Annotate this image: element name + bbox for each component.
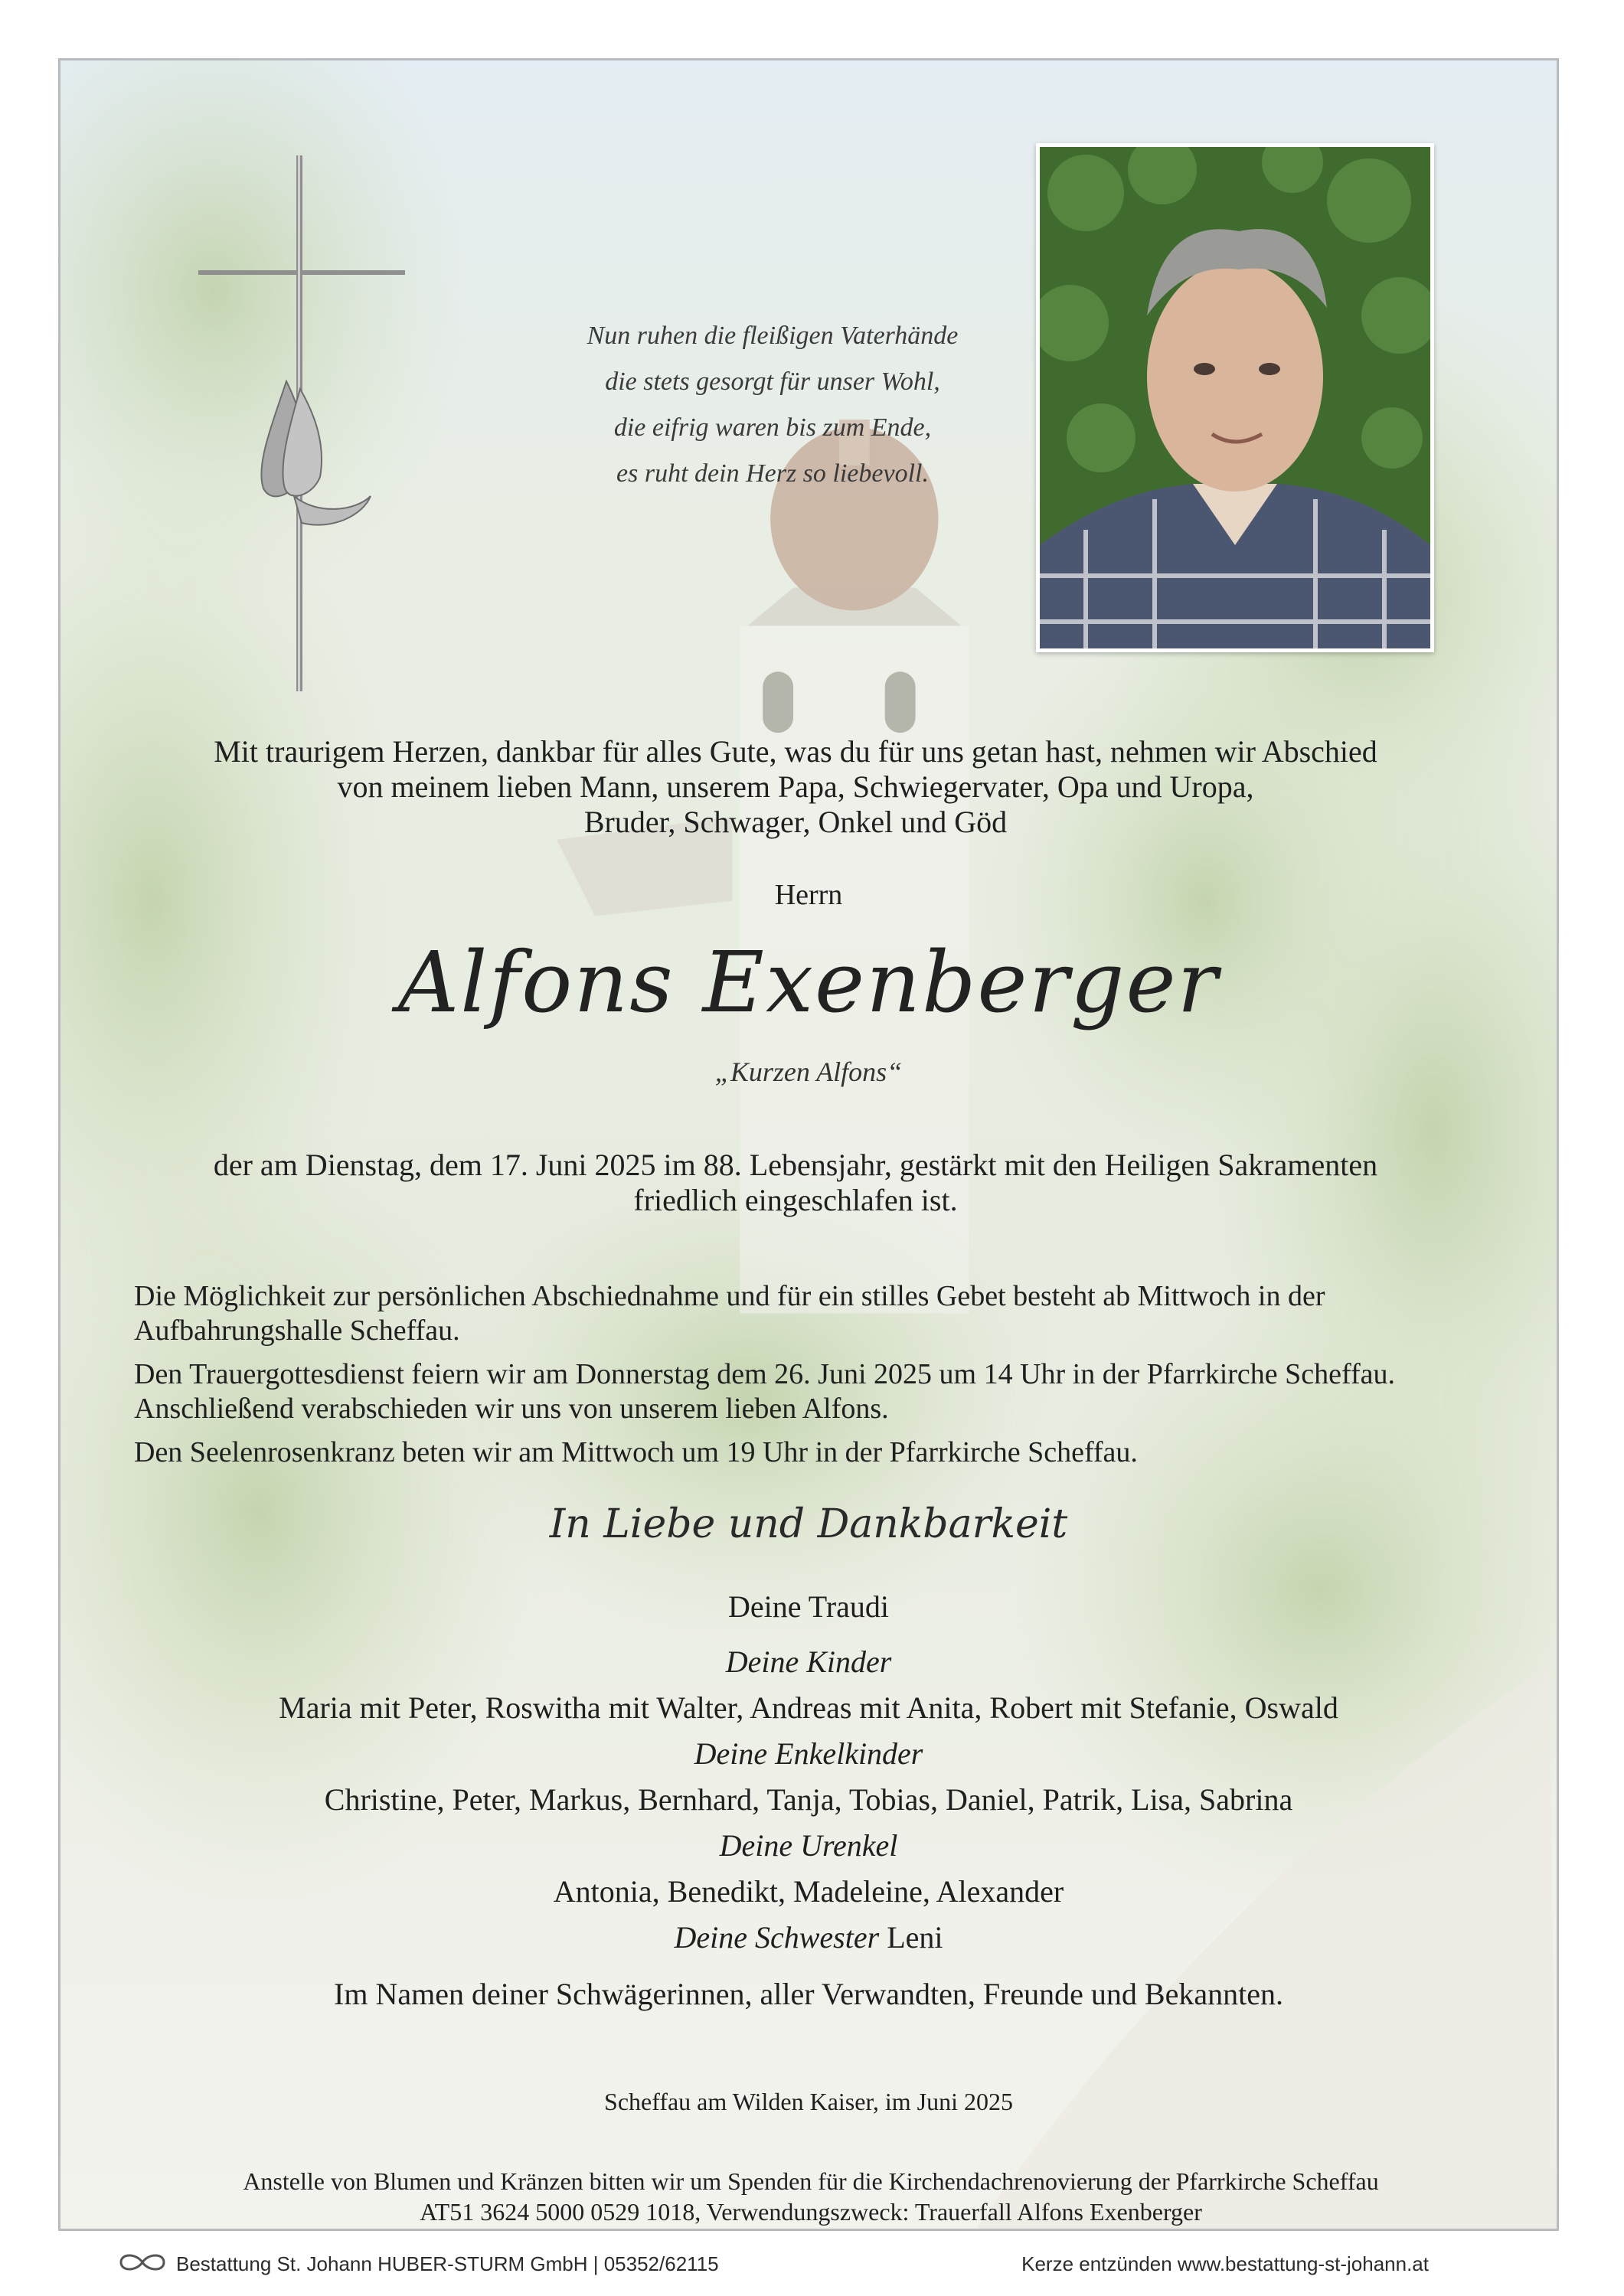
verse-line: Nun ruhen die fleißigen Vaterhände bbox=[587, 322, 959, 350]
donation-request bbox=[106, 2166, 1515, 2227]
intro-line: von meinem lieben Mann, unserem Papa, Schwiegervater, Opa und Uropa, bbox=[337, 769, 1254, 804]
verse-line: die stets gesorgt für unser Wohl, bbox=[605, 367, 940, 396]
death-notice bbox=[145, 1148, 1446, 1218]
sister-name: Leni bbox=[887, 1920, 943, 1955]
donation-bank-line: AT51 3624 5000 0529 1018, Verwendungszweck: Trauerfall Alfons Exenberger bbox=[420, 2198, 1202, 2226]
rosary-info: Den Seelenrosenkranz beten wir am Mittwoch um 19 Uhr in der Pfarrkirche Scheffau. bbox=[134, 1436, 1138, 1468]
ceremony-info bbox=[134, 1279, 1512, 1479]
salutation: Herrn bbox=[774, 879, 843, 911]
children-names: Maria mit Peter, Roswitha mit Walter, Andreas mit Anita, Robert mit Stefanie, Oswald bbox=[279, 1690, 1338, 1725]
family-list bbox=[60, 1584, 1557, 2017]
place-date: Scheffau am Wilden Kaiser, im Juni 2025 bbox=[604, 2088, 1013, 2115]
cross-praying-hands-icon bbox=[198, 155, 405, 691]
funeral-home-info: Bestattung St. Johann HUBER-STURM GmbH | 05352/62115 bbox=[176, 2252, 719, 2275]
grandchildren-label: Deine Enkelkinder bbox=[694, 1736, 923, 1771]
verse-line: die eifrig waren bis zum Ende, bbox=[613, 413, 932, 442]
candle-link[interactable]: Kerze entzünden www.bestattung-st-johann.at bbox=[1021, 2252, 1429, 2275]
closing-phrase: In Liebe und Dankbarkeit bbox=[549, 1501, 1068, 1547]
great-grandchildren-names: Antonia, Benedikt, Madeleine, Alexander bbox=[553, 1874, 1064, 1909]
nickname: „Kurzen Alfons“ bbox=[714, 1057, 903, 1087]
spouse: Deine Traudi bbox=[728, 1589, 889, 1624]
intro-line: Bruder, Schwager, Onkel und Göd bbox=[583, 805, 1008, 839]
sister-label: Deine Schwester bbox=[674, 1920, 880, 1955]
children-label: Deine Kinder bbox=[725, 1644, 892, 1679]
grandchildren-names: Christine, Peter, Markus, Bernhard, Tanja, Tobias, Daniel, Patrik, Lisa, Sabrina bbox=[324, 1782, 1293, 1817]
death-notice-line: der am Dienstag, dem 17. Juni 2025 im 88. Lebensjahr, gestärkt mit den Heiligen Sakramenten bbox=[213, 1148, 1378, 1182]
others-line: Im Namen deiner Schwägerinnen, aller Verwandten, Freunde und Bekannten. bbox=[334, 1977, 1283, 2011]
intro-text bbox=[145, 734, 1446, 840]
donation-line: Anstelle von Blumen und Kränzen bitten wir um Spenden für die Kirchendachrenovierung der Pfarrkirche Scheffau bbox=[243, 2167, 1379, 2195]
death-notice-line: friedlich eingeschlafen ist. bbox=[633, 1183, 958, 1217]
funeral-service-info: Den Trauergottesdienst feiern wir am Donnerstag dem 26. Juni 2025 um 14 Uhr in der Pfarrkirche Scheffau. Anschließend verabschieden wir uns von unserem lieben Alfons. bbox=[134, 1358, 1396, 1425]
intro-line: Mit traurigem Herzen, dankbar für alles Gute, was du für uns getan hast, nehmen wir Abschied bbox=[214, 734, 1377, 769]
great-grandchildren-label: Deine Urenkel bbox=[719, 1828, 898, 1863]
footer bbox=[0, 2234, 1624, 2296]
obituary-card bbox=[58, 58, 1559, 2231]
sister-line bbox=[60, 1915, 1557, 1961]
infinity-icon bbox=[115, 2249, 170, 2275]
deceased-name: Alfons Exenberger bbox=[397, 933, 1220, 1031]
memorial-verse bbox=[397, 313, 1148, 497]
verse-line: es ruht dein Herz so liebevoll. bbox=[616, 459, 929, 488]
viewing-info: Die Möglichkeit zur persönlichen Abschiednahme und für ein stilles Gebet besteht ab Mittwoch in der Aufbahrungshalle Scheffau. bbox=[134, 1280, 1325, 1347]
